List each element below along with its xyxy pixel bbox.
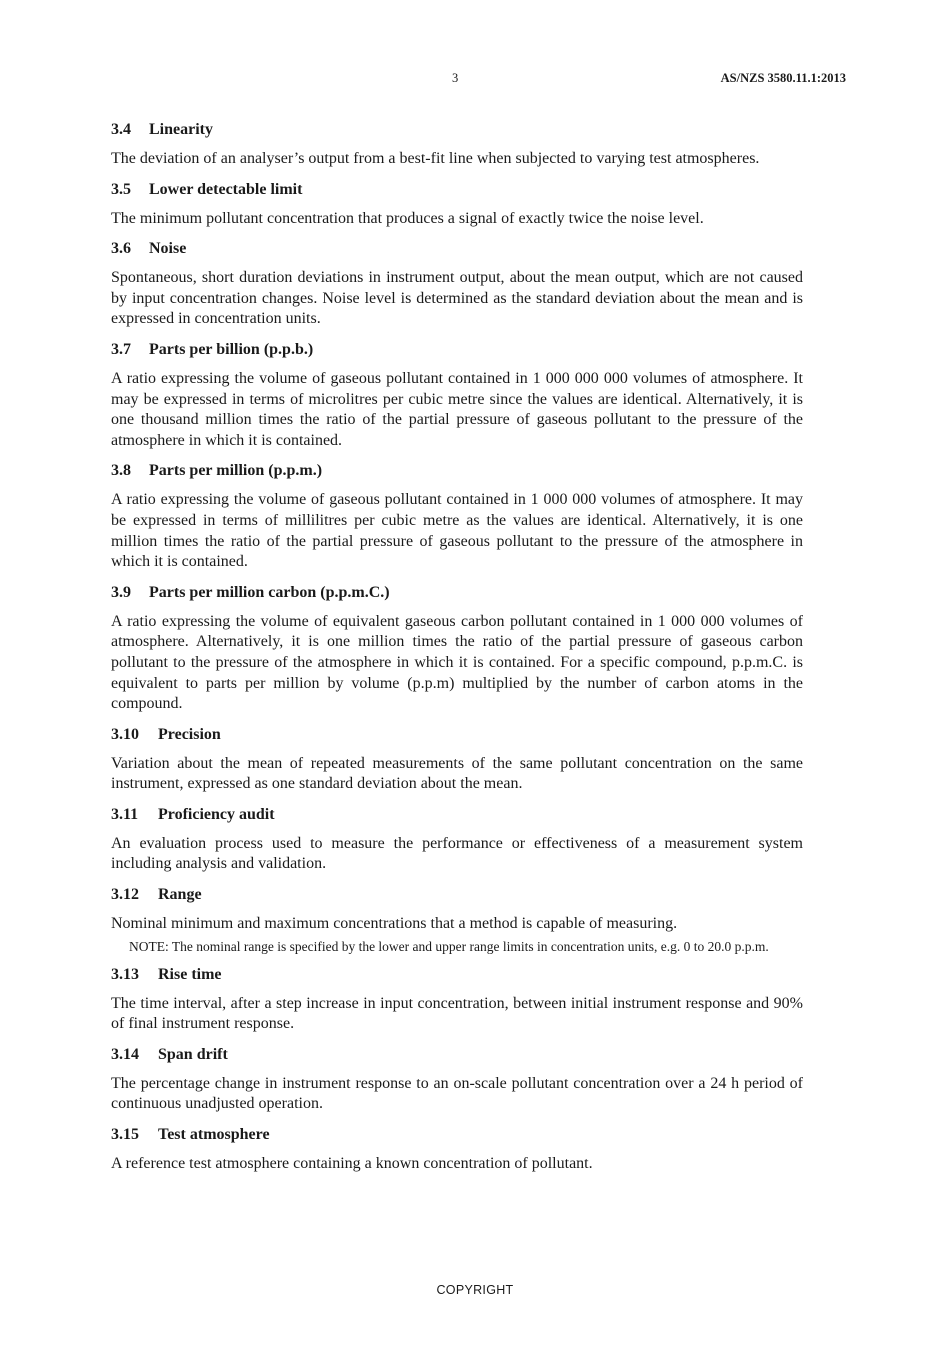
document-body — [111, 120, 803, 1185]
section-definition: The time interval, after a step increase in input concentration, between initial instrument response and 90% of final instrument response. — [111, 994, 803, 1033]
section-number: 3.10 — [111, 725, 139, 743]
section-3-11 — [111, 805, 803, 875]
section-title: Parts per million carbon (p.p.m.C.) — [149, 583, 390, 601]
section-definition: Spontaneous, short duration deviations in instrument output, about the mean output, which are not caused by input concentration changes. Noise level is determined as the standard deviation about the mean and is expressed in concentration units. — [111, 269, 803, 328]
section-definition: The minimum pollutant concentration that produces a signal of exactly twice the noise level. — [111, 209, 704, 227]
section-title: Lower detectable limit — [149, 180, 303, 198]
section-title: Precision — [158, 725, 221, 743]
section-number: 3.7 — [111, 340, 131, 358]
section-definition: A reference test atmosphere containing a known concentration of pollutant. — [111, 1155, 593, 1173]
section-heading — [111, 461, 803, 481]
section-title: Rise time — [158, 965, 222, 983]
section-heading — [111, 239, 803, 259]
section-definition: A ratio expressing the volume of gaseous pollutant contained in 1 000 000 000 volumes of atmosphere. It may be expressed in terms of microlitres per cubic metre since the values are identical. Alternatively, it is one thousand million times the ratio of the partial pressure of gaseous pollutant to the pressure of the atmosphere in which it is contained. — [111, 369, 803, 449]
section-definition: An evaluation process used to measure the performance or effectiveness of a measurement system including analysis and validation. — [111, 834, 803, 873]
section-number: 3.6 — [111, 240, 131, 258]
section-3-10 — [111, 725, 803, 795]
section-number: 3.12 — [111, 886, 139, 904]
section-definition: A ratio expressing the volume of equivalent gaseous carbon pollutant contained in 1 000 000 volumes of atmosphere. Alternatively, it is one million times the ratio of the partial pressure of gaseous carbon pollutant to the pressure of the atmosphere in which it is contained. For a specific compound, p.p.m.C. is equivalent to parts per million by volume (p.p.m) multiplied by the number of carbon atoms in the compound. — [111, 612, 803, 713]
section-definition: The percentage change in instrument response to an on-scale pollutant concentration over a 24 h period of continuous unadjusted operation. — [111, 1074, 803, 1113]
section-title: Range — [158, 886, 202, 904]
section-title: Noise — [149, 240, 187, 258]
section-3-7 — [111, 340, 803, 451]
section-3-12 — [111, 885, 803, 957]
section-title: Parts per million (p.p.m.) — [149, 462, 323, 480]
section-definition: Variation about the mean of repeated measurements of the same pollutant concentration on the same instrument, expressed as one standard deviation about the mean. — [111, 754, 803, 793]
section-definition: The deviation of an analyser’s output from a best-fit line when subjected to varying test atmospheres. — [111, 150, 760, 167]
section-3-9 — [111, 583, 803, 715]
section-number: 3.14 — [111, 1045, 139, 1063]
copyright-footer: COPYRIGHT — [436, 1283, 514, 1297]
section-3-4 — [111, 120, 803, 170]
section-3-13 — [111, 965, 803, 1035]
section-heading — [111, 1125, 803, 1145]
section-3-6 — [111, 239, 803, 330]
section-title: Span drift — [158, 1045, 228, 1063]
section-note: NOTE: The nominal range is specified by the lower and upper range limits in concentration units, e.g. 0 to 20.0 p.p.m. — [129, 938, 769, 954]
standard-identifier: AS/NZS 3580.11.1:2013 — [720, 71, 846, 85]
section-heading — [111, 180, 803, 200]
section-heading — [111, 885, 803, 905]
section-title: Proficiency audit — [158, 805, 275, 823]
section-number: 3.5 — [111, 180, 131, 198]
section-number: 3.4 — [111, 121, 131, 138]
section-title: Linearity — [149, 121, 213, 138]
section-3-14 — [111, 1045, 803, 1115]
section-number: 3.15 — [111, 1126, 139, 1144]
section-heading — [111, 340, 803, 360]
section-number: 3.8 — [111, 462, 131, 480]
section-heading — [111, 965, 803, 985]
section-definition: Nominal minimum and maximum concentrations that a method is capable of measuring. — [111, 915, 678, 933]
section-heading — [111, 1045, 803, 1065]
section-number: 3.11 — [111, 805, 139, 823]
page-number: 3 — [452, 71, 459, 85]
section-3-8 — [111, 461, 803, 572]
section-3-5 — [111, 180, 803, 230]
page-header — [0, 71, 950, 91]
section-title: Test atmosphere — [158, 1126, 270, 1144]
section-3-15 — [111, 1125, 803, 1175]
section-number: 3.13 — [111, 965, 139, 983]
section-number: 3.9 — [111, 583, 131, 601]
section-heading — [111, 120, 803, 140]
section-definition: A ratio expressing the volume of gaseous pollutant contained in 1 000 000 volumes of atmosphere. It may be expressed in terms of millilitres per cubic metre as the values are identical. Alternatively, it is one million times the ratio of the partial pressure of gaseous pollutant to the pressure of the atmosphere in which it is contained. — [111, 491, 803, 571]
section-heading — [111, 725, 803, 745]
section-title: Parts per billion (p.p.b.) — [149, 340, 314, 358]
section-heading — [111, 583, 803, 603]
section-heading — [111, 805, 803, 825]
